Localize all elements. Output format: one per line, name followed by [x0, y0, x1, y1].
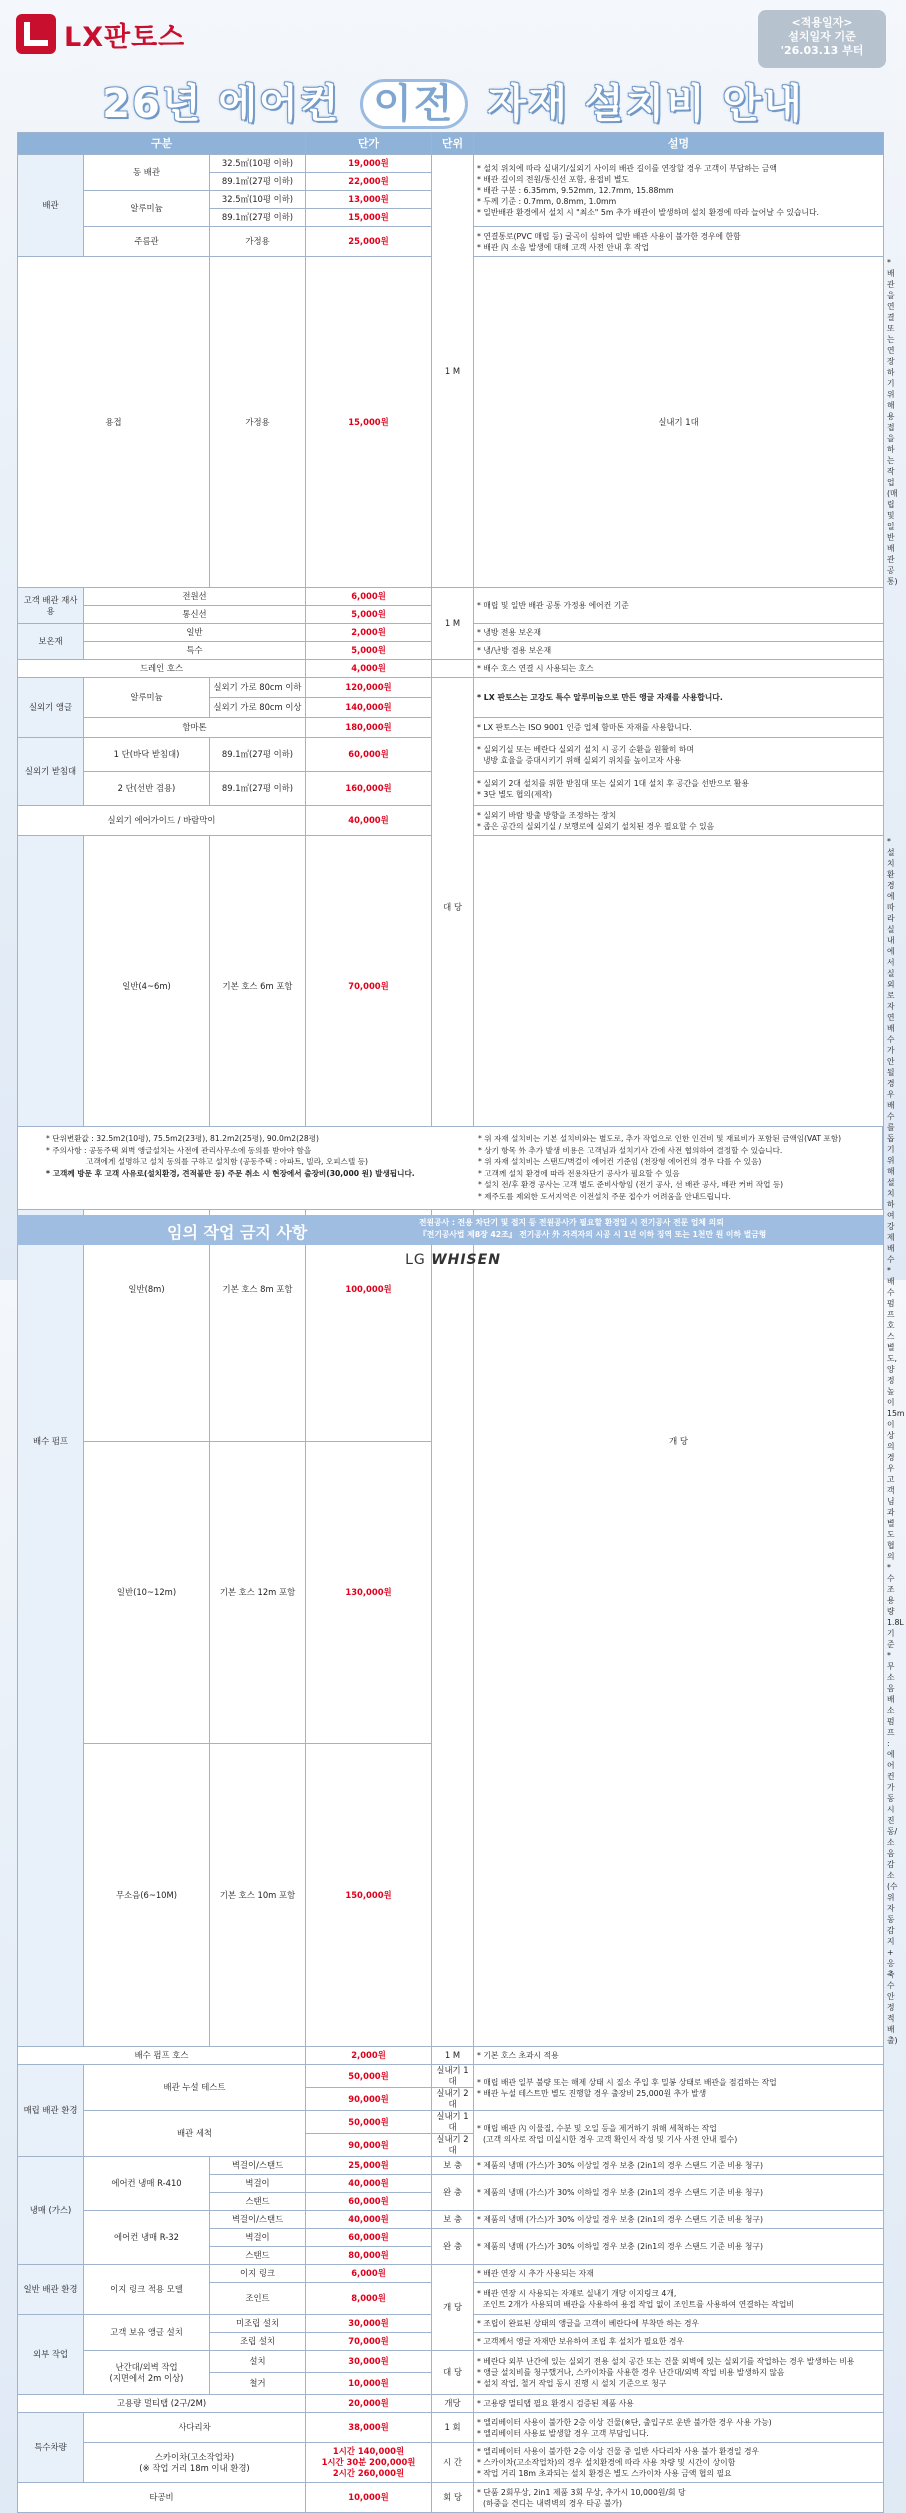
price-cell: 60,000원	[306, 738, 432, 772]
spec-cell: 32.5㎡(10평 이하)	[210, 155, 306, 173]
description-cell	[474, 227, 884, 257]
description-line: * 매립 배관 일부 불량 또는 해제 상태 시 질소 주입 후 밀봉 상태로 배관을 점검하는 작업	[477, 2077, 777, 2087]
table-row	[18, 2395, 884, 2413]
subcategory-cell: 동 배관	[84, 155, 210, 191]
spec-cell: 89.1㎡(27평 이하)	[210, 173, 306, 191]
note-line: * 단위변환값 : 32.5m2(10평), 75.5m2(23평), 81.2m2(25평), 90.0m2(28평)	[46, 1134, 319, 1143]
spec-cell: 설치	[210, 2351, 306, 2373]
category-cell: 실외기 받침대	[18, 738, 84, 806]
subcategory-cell: 일반(10~12m)	[84, 1441, 210, 1744]
subcategory-cell: 알루미늄	[84, 678, 210, 718]
price-cell: 4,000원	[306, 660, 432, 678]
subcategory-cell: 일반(8m)	[84, 1138, 210, 1441]
category-cell: 고객 배관 재사용	[18, 588, 84, 624]
spec-cell: 실외기 가로 80cm 이상	[210, 698, 306, 718]
prohibited-work-text	[419, 1217, 879, 1241]
category-cell: 실외기 에어가이드 / 바람막이	[18, 806, 306, 836]
description-line: 조인트 2개가 사용되며 배관을 사용하여 용접 작업 없이 조인트를 사용하여 연결하는 작업비	[483, 2299, 794, 2309]
price-cell: 60,000원	[306, 2229, 432, 2247]
price-cell: 25,000원	[306, 227, 432, 257]
table-header-row	[18, 133, 884, 155]
price-cell: 15,000원	[306, 209, 432, 227]
spec-cell: 89.1㎡(27평 이하)	[210, 738, 306, 772]
note-line: * 위 자재 설치비는 기본 설치비와는 별도로, 추가 작업으로 인한 인건비 및 재료비가 포함된 금액임(VAT 포함)	[478, 1134, 842, 1143]
unit-cell: 1 M	[432, 2047, 474, 2065]
note-line: * 고객께 방문 후 고객 사유로(설치환경, 견적불만 등) 주문 취소 시 현장에서 출장비(30,000 원) 발생됩니다.	[46, 1168, 415, 1178]
table-row	[18, 588, 884, 606]
table-row	[18, 2443, 884, 2483]
description-cell: * 제품의 냉매 (가스)가 30% 이하일 경우 보충 (2in1의 경우 스탠드 기준 비용 청구)	[474, 2229, 884, 2265]
description-line: * 배관 內 소음 발생에 대해 고객 사전 안내 후 작업	[477, 242, 650, 252]
unit-cell: 시 간	[432, 2443, 474, 2483]
spec-cell: 스탠드	[210, 2247, 306, 2265]
logo-text: LX판토스	[64, 21, 186, 53]
subcategory-cell: 배관 세척	[84, 2111, 306, 2157]
price-cell: 120,000원	[306, 678, 432, 698]
category-cell: 외부 작업	[18, 2315, 84, 2395]
note-line: * 상기 항목 外 추가 발생 비용은 고객님과 설치기사 간에 사전 협의하여 결정할 수 있습니다.	[478, 1145, 783, 1155]
subcategory-cell: 무소음(6~10M)	[84, 1744, 210, 2047]
spec-cell: 이지 링크	[210, 2265, 306, 2283]
subcategory-cell: 알루미늄	[84, 191, 210, 227]
unit-cell: 실내기 1대	[432, 2111, 474, 2134]
spec-cell: 기본 호스 8m 포함	[210, 1138, 306, 1441]
description-line: * 실외기실 또는 베란다 실외기 설치 시 공기 순환을 원활히 하며	[477, 744, 694, 754]
unit-cell: 1 회	[432, 2413, 474, 2443]
subcategory-cell	[84, 2351, 210, 2395]
description-cell: * 매립 및 일반 배관 공통 가정용 에어컨 기준	[474, 588, 884, 624]
spec-cell: 기본 호스 6m 포함	[210, 836, 306, 1139]
category-cell: 배수 펌프 호스	[18, 2047, 306, 2065]
description-line: * 설치 위치에 따라 실내기/실외기 사이의 배관 길이를 연장할 경우 고객이 부담하는 금액	[477, 164, 777, 173]
description-cell: * 제품의 냉매 (가스)가 30% 이하일 경우 보충 (2in1의 경우 스탠드 기준 비용 청구)	[474, 2175, 884, 2211]
spec-cell: 조인트	[210, 2283, 306, 2315]
description-cell	[474, 2483, 884, 2513]
price-line: 1시간 140,000원	[332, 2446, 405, 2456]
spec-cell: 미조립 설치	[210, 2315, 306, 2333]
description-cell: * 고용량 멀티탭 필요 환경시 검증된 제품 사용	[474, 2395, 884, 2413]
price-table	[17, 132, 905, 2513]
notes-box	[17, 1126, 883, 1210]
subcategory-cell: 통신선	[84, 606, 306, 624]
subcategory-cell: 이지 링크 적용 모델	[84, 2265, 210, 2315]
price-cell: 150,000원	[306, 1744, 432, 2047]
price-cell: 30,000원	[306, 2315, 432, 2333]
header-unit: 단위	[432, 133, 474, 155]
price-line: 2시간 260,000원	[332, 2468, 405, 2478]
description-line: * 실외기 바람 방출 방향을 조정하는 장치	[477, 810, 617, 820]
price-cell: 100,000원	[306, 1138, 432, 1441]
subcategory-cell: 에어컨 냉매 R-32	[84, 2211, 210, 2265]
table-row	[18, 2065, 884, 2088]
description-line: (하중을 견디는 내력벽의 경우 타공 불가)	[483, 2498, 622, 2508]
description-line: * 엘리베이터 사용이 불가한 2층 이상 건물(※단, 출입구로 운반 불가한 경우 사용 가능)	[477, 2417, 772, 2427]
description-cell	[474, 2283, 884, 2315]
note-line: * 고객께 설치 환경에 따라 전용차단기 공사가 필요할 수 있음	[478, 1168, 680, 1178]
spec-cell: 32.5㎡(10평 이하)	[210, 191, 306, 209]
price-cell: 90,000원	[306, 2134, 432, 2157]
description-line: * 스카이차(고소작업차)의 경우 설치환경에 따라 사용 차량 및 시간이 상이함	[477, 2458, 736, 2467]
title-post: 자재 설치비 안내	[471, 81, 804, 127]
description-line: * 3단 별도 협의(제작)	[477, 789, 553, 799]
table-row	[18, 660, 884, 678]
table-row	[18, 2211, 884, 2229]
spec-cell: 벽걸이/스탠드	[210, 2211, 306, 2229]
unit-cell: 실내기 2대	[432, 2088, 474, 2111]
price-cell: 2,000원	[306, 624, 432, 642]
subcategory-line: (지면에서 2m 이상)	[109, 2372, 184, 2383]
table-row	[18, 2047, 884, 2065]
unit-cell: 완 충	[432, 2229, 474, 2265]
category-cell: 일반 배관 환경	[18, 2265, 84, 2315]
description-line: * 매립 배관 內 이물질, 수분 및 오일 등을 제거하기 위해 세척하는 작업	[477, 2123, 717, 2133]
subcategory-cell: 주름관	[84, 227, 210, 257]
description-cell: * 기본 호스 초과시 적용	[474, 2047, 884, 2065]
description-line: * 배관 연장 시 사용되는 자재로 실내기 개당 이지링크 4개,	[477, 2288, 677, 2298]
category-cell: 특수차량	[18, 2413, 84, 2483]
price-cell: 130,000원	[306, 1441, 432, 1744]
price-cell: 8,000원	[306, 2283, 432, 2315]
subcategory-cell: 배관 누설 테스트	[84, 2065, 306, 2111]
price-cell: 180,000원	[306, 718, 432, 738]
table-row	[18, 2265, 884, 2283]
description-line: * 두께 기준 : 0.7mm, 0.8mm, 1.0mm	[477, 197, 617, 206]
description-line: * 설치 작업, 철거 작업 동시 진행 시 설치 기준으로 청구	[477, 2379, 667, 2388]
category-cell: 냉매 (가스)	[18, 2157, 84, 2265]
category-cell: 실외기 앵글	[18, 678, 84, 738]
footer-line: 『전기공사법 제8장 42조』 전기공사 外 자격자의 시공 시 1년 이하 징역 또는 1천만 원 이하 벌금형	[419, 1230, 767, 1239]
description-line: (고객 의사로 작업 미실시한 경우 고객 확인서 작성 및 기사 사전 안내 필수)	[483, 2134, 738, 2144]
unit-cell: 개당	[432, 2395, 474, 2413]
title-pre: 26년 에어컨	[102, 81, 357, 127]
price-cell: 40,000원	[306, 2175, 432, 2193]
price-line: 1시간 30분 200,000원	[321, 2457, 416, 2467]
page-title	[0, 72, 906, 128]
description-line: * 일반배관 환경에서 설치 시 "최소" 5m 추가 배관이 발생하며 설치 환경에 따라 늘어날 수 있습니다.	[477, 208, 819, 217]
table-row	[18, 2111, 884, 2134]
description-cell: * 냉방 전용 보온재	[474, 624, 884, 642]
description-cell	[474, 2413, 884, 2443]
price-cell: 40,000원	[306, 2211, 432, 2229]
unit-cell: 보 충	[432, 2211, 474, 2229]
category-cell: 용접	[18, 257, 210, 588]
category-cell: 매립 배관 환경	[18, 2065, 84, 2157]
description-cell: * 배수 호스 연결 시 사용되는 호스	[474, 660, 884, 678]
unit-cell: 대 당	[432, 2351, 474, 2395]
price-cell: 160,000원	[306, 772, 432, 806]
description-line: * 좁은 공간의 실외기실 / 보행로에 실외기 설치된 경우 필요할 수 있음	[477, 821, 715, 831]
unit-cell: 실내기 1대	[432, 2065, 474, 2088]
description-cell	[474, 155, 884, 227]
description-line: 냉방 효율을 증대시키기 위해 실외기 위치를 높이고자 사용	[483, 755, 682, 765]
unit-cell: 실내기 1대	[474, 257, 884, 588]
description-cell: * 조립이 완료된 상태의 앵글을 고객이 베란다에 부착만 하는 경우	[474, 2315, 884, 2333]
description-line: * 배관 누설 테스트만 별도 진행할 경우 출장비 25,000원 추가 발생	[477, 2088, 707, 2098]
price-cell: 38,000원	[306, 2413, 432, 2443]
spec-cell: 조립 설치	[210, 2333, 306, 2351]
price-cell: 140,000원	[306, 698, 432, 718]
table-row	[18, 2483, 884, 2513]
title-highlight: 이전	[360, 79, 467, 129]
price-cell: 50,000원	[306, 2111, 432, 2134]
spec-cell: 기본 호스 10m 포함	[210, 1744, 306, 2047]
subcategory-cell: 고객 보유 앵글 설치	[84, 2315, 210, 2351]
spec-cell: 가정용	[210, 227, 306, 257]
price-cell: 70,000원	[306, 2333, 432, 2351]
description-line: * 실외기 2대 설치를 위한 받침대 또는 실외기 1대 설치 후 공간을 선반으로 활용	[477, 778, 749, 788]
subcategory-cell	[84, 2443, 306, 2483]
description-line: * 엘리베이터 사용료 발생할 경우 고객 부담입니다.	[477, 2428, 649, 2438]
price-cell: 20,000원	[306, 2395, 432, 2413]
spec-cell: 벽걸이	[210, 2175, 306, 2193]
unit-cell: 1 M	[432, 155, 474, 588]
subcategory-cell: 함마톤	[84, 718, 306, 738]
price-cell: 5,000원	[306, 606, 432, 624]
note-line: * 제주도를 제외한 도서지역은 이전설치 주문 접수가 어려움을 안내드립니다.	[478, 1191, 731, 1201]
description-cell: * 냉/난방 겸용 보온재	[474, 642, 884, 660]
price-cell: 70,000원	[306, 836, 432, 1139]
header-category: 구분	[18, 133, 306, 155]
price-cell: 10,000원	[306, 2373, 432, 2395]
description-line: * 배관 길이의 전원/통신선 포함, 용접비 별도	[477, 175, 629, 184]
description-cell	[474, 2065, 884, 2111]
lx-pantos-logo	[16, 14, 185, 54]
unit-cell: 실내기 2대	[432, 2134, 474, 2157]
subcategory-cell: 에어컨 냉매 R-410	[84, 2157, 210, 2211]
category-cell: 배관	[18, 155, 84, 257]
description-line: * 베란다 외부 난간에 있는 실외기 전용 설치 공간 또는 건물 외벽에 있는 실외기를 작업하는 경우 발생하는 비용	[477, 2357, 855, 2366]
unit-cell: 개 당	[432, 2265, 474, 2351]
unit-cell: 회 당	[432, 2483, 474, 2513]
notes-right	[478, 1133, 878, 1202]
subcategory-line: 난간대/외벽 작업	[115, 2361, 178, 2372]
description-cell: * 제품의 냉매 (가스)가 30% 이상일 경우 보충 (2in1의 경우 스탠드 기준 비용 청구)	[474, 2211, 884, 2229]
spec-cell: 철거	[210, 2373, 306, 2395]
description-cell: * 고객께서 앵글 자재만 보유하여 조립 후 설치가 필요한 경우	[474, 2333, 884, 2351]
subcategory-cell: 1 단(바닥 받침대)	[84, 738, 210, 772]
description-cell	[474, 2111, 884, 2157]
price-cell: 60,000원	[306, 2193, 432, 2211]
note-line: * 위 자재 설치비는 스탠드/벽걸이 에어컨 기준임 (천장형 에어컨의 경우 다를 수 있음)	[478, 1157, 762, 1166]
spec-cell: 벽걸이/스탠드	[210, 2157, 306, 2175]
price-cell: 19,000원	[306, 155, 432, 173]
subcategory-cell: 사다리차	[84, 2413, 306, 2443]
unit-cell	[432, 660, 474, 678]
description-line: * 단품 2회무상, 2in1 제품 3회 무상, 추가시 10,000원/회 당	[477, 2487, 686, 2497]
price-cell: 30,000원	[306, 2351, 432, 2373]
prohibited-work-bar	[17, 1215, 883, 1245]
subcategory-cell: 전원선	[84, 588, 306, 606]
note-line: * 주의사항 : 공동주택 외벽 앵글설치는 사전에 관리사무소에 동의를 받아야 함을	[46, 1145, 312, 1155]
unit-cell: 대 당	[432, 678, 474, 1139]
brand-lg: LG	[405, 1252, 432, 1268]
price-cell: 80,000원	[306, 2247, 432, 2265]
unit-cell: 완 충	[432, 2175, 474, 2211]
footer-line: 전원공사 : 전용 차단기 및 접지 등 전원공사가 필요할 환경일 시 전기공사 전문 업체 의뢰	[419, 1218, 724, 1227]
table-row	[18, 2351, 884, 2373]
description-cell	[474, 2443, 884, 2483]
price-cell: 2,000원	[306, 2047, 432, 2065]
price-cell: 6,000원	[306, 2265, 432, 2283]
table-row	[18, 2157, 884, 2175]
description-cell	[474, 678, 884, 718]
spec-cell: 실외기 가로 80cm 이하	[210, 678, 306, 698]
description-cell: * 배관 연장 시 추가 사용되는 자재	[474, 2265, 884, 2283]
price-cell: 50,000원	[306, 2065, 432, 2088]
note-line: 고객에게 설명하고 설치 동의를 구하고 설치함 (공동주택 : 아파트, 빌라, 오피스텔 등)	[86, 1157, 368, 1166]
description-cell: * 제품의 냉매 (가스)가 30% 이상일 경우 보충 (2in1의 경우 스탠드 기준 비용 청구)	[474, 2157, 884, 2175]
spec-cell: 89.1㎡(27평 이하)	[210, 772, 306, 806]
date-badge-line: <적용일자>	[791, 16, 853, 29]
price-cell: 22,000원	[306, 173, 432, 191]
subcategory-line: (※ 작업 거리 18m 이내 환경)	[139, 2462, 250, 2473]
description-cell	[474, 772, 884, 806]
spec-cell: 89.1㎡(27평 이하)	[210, 209, 306, 227]
table-row: 배수 펌프 일반(4~6m) 기본 호스 6m 포함 70,000원 개 당 * 설치 환경에 따라 실내에서 실외로 자연배수가 안될 경우 배수를 돕기 위해 설치하여 강제 배수 * 배수펌프 호스 별도, 양정 높이 15m 이상의 경우 고객님과 별도 협의 * 수조 용량 1.8L 기준 * 무소음 배소펌프 : 에어컨 가동 시 진동/소음 감소(수위 자동 감지 + 응축수 안정적 배출)	[18, 836, 884, 1139]
price-cell: 40,000원	[306, 806, 432, 836]
description-line: * LX 판토스는 고강도 특수 알루미늄으로 만든 앵글 자재를 사용합니다.	[477, 693, 723, 702]
unit-cell: 1 M	[432, 588, 474, 660]
effective-date-badge	[758, 10, 886, 68]
subcategory-cell: 일반(4~6m)	[84, 836, 210, 1139]
description-line: * 작업 거리 18m 초과되는 설치 환경은 별도 스카이차 사용 금액 협의 필요	[477, 2469, 732, 2478]
price-cell: 25,000원	[306, 2157, 432, 2175]
header-price: 단가	[306, 133, 432, 155]
prohibited-work-title: 임의 작업 금지 사항	[167, 1223, 308, 1242]
spec-cell: 벽걸이	[210, 2229, 306, 2247]
description-line: * 배관 구분 : 6.35mm, 9.52mm, 12.7mm, 15.88mm	[477, 186, 674, 195]
unit-cell: 보 충	[432, 2157, 474, 2175]
price-cell: 90,000원	[306, 2088, 432, 2111]
brand-whisen: WHISEN	[431, 1252, 501, 1268]
spec-cell: 가정용	[210, 257, 306, 588]
category-cell: 타공비	[18, 2483, 306, 2513]
table-row: 용접 가정용 15,000원 실내기 1대 * 배관을 연결 또는 연장하기 위해 용접을 하는 작업(매립 및 일반 배관 공통)	[18, 257, 884, 588]
description-line: * 앵글 설치비를 청구했거나, 스카이차를 사용한 경우 난간대/외벽 작업 비용 발생하지 않음	[477, 2368, 785, 2377]
subcategory-cell: 2 단(선반 겸용)	[84, 772, 210, 806]
lx-logo-icon	[16, 14, 56, 54]
price-cell: 5,000원	[306, 642, 432, 660]
table-row	[18, 155, 884, 173]
price-cell: 6,000원	[306, 588, 432, 606]
description-cell	[474, 2351, 884, 2395]
category-cell: 고용량 멀티탭 (2구/2M)	[18, 2395, 306, 2413]
category-cell: 보온재	[18, 624, 84, 660]
category-cell: 드레인 호스	[18, 660, 306, 678]
subcategory-cell: 특수	[84, 642, 306, 660]
spec-cell: 기본 호스 12m 포함	[210, 1441, 306, 1744]
lg-whisen-brand	[0, 1252, 906, 1268]
table-row	[18, 2413, 884, 2443]
description-line: * 연결통로(PVC 매립 등) 굴곡이 심하여 일반 배관 사용이 불가한 경우에 한함	[477, 231, 741, 241]
price-cell	[306, 2443, 432, 2483]
subcategory-line: 스카이차(고소작업차)	[154, 2451, 235, 2462]
notes-left	[46, 1133, 456, 1179]
price-cell: 15,000원	[306, 257, 432, 588]
description-cell	[474, 738, 884, 772]
unit-cell: 개 당	[474, 836, 884, 2047]
description-cell	[474, 806, 884, 836]
subcategory-cell: 일반	[84, 624, 306, 642]
date-badge-line: '26.03.13 부터	[780, 44, 864, 57]
description-line: * 엘리베이터 사용이 불가한 2층 이상 건물 중 일반 사다리차 사용 불가 환경일 경우	[477, 2447, 760, 2456]
note-line: * 설치 전/후 환경 공사는 고객 별도 준비사항임 (전기 공사, 선 배관 공사, 배관 커버 작업 등)	[478, 1180, 784, 1189]
spec-cell: 스탠드	[210, 2193, 306, 2211]
table-row	[18, 678, 884, 698]
top-bar	[0, 0, 906, 70]
price-cell: 10,000원	[306, 2483, 432, 2513]
description-cell: * LX 판토스는 ISO 9001 인증 업체 함마톤 자재를 사용합니다.	[474, 718, 884, 738]
category-cell: 배수 펌프	[18, 836, 84, 2047]
price-cell: 13,000원	[306, 191, 432, 209]
date-badge-line: 설치일자 기준	[788, 30, 856, 43]
header-description: 설명	[474, 133, 884, 155]
